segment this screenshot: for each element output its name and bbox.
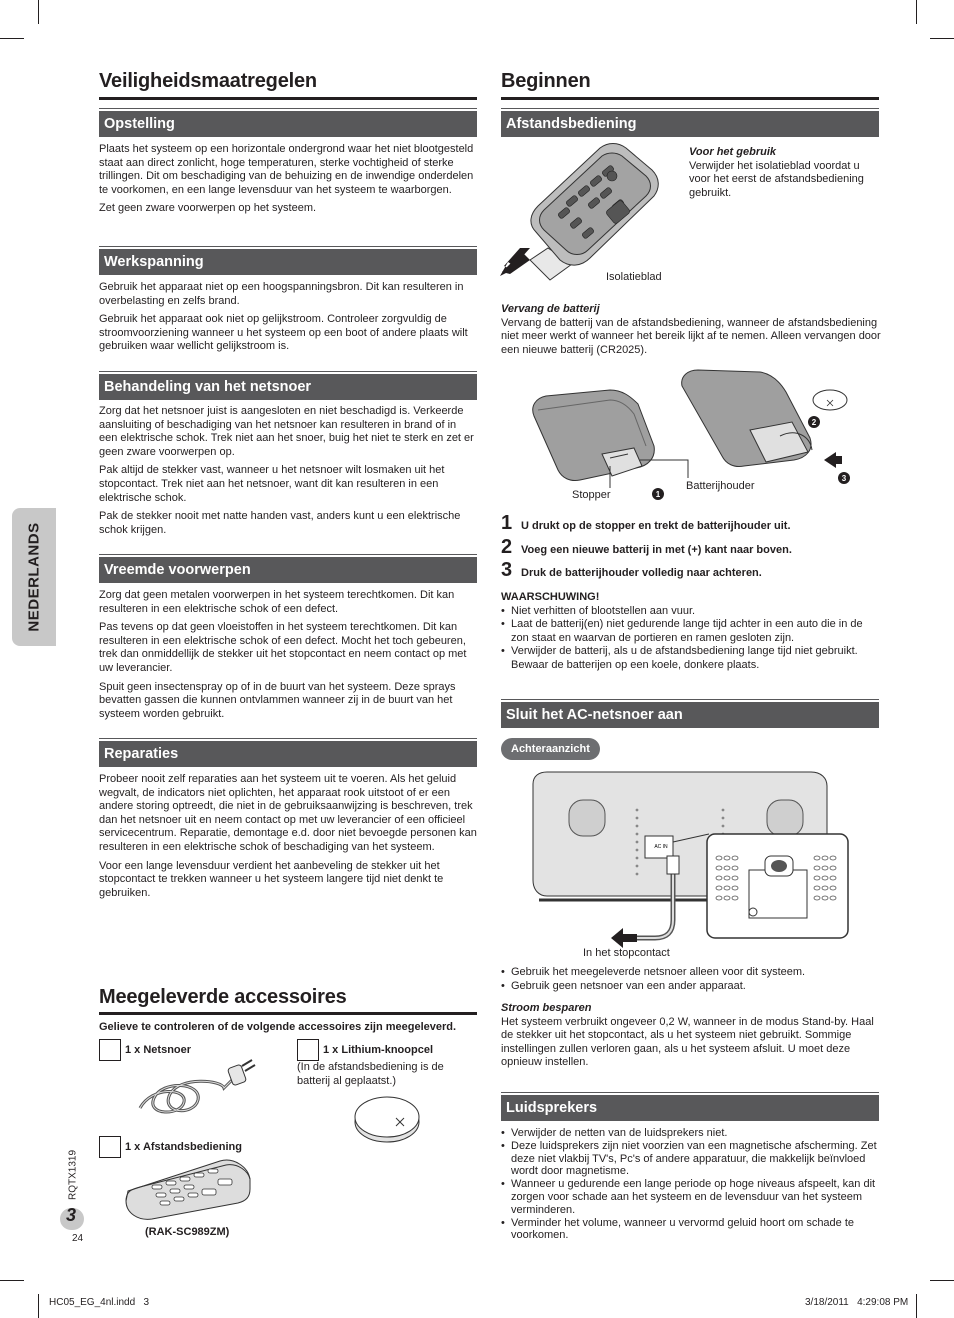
warning-title: WAARSCHUWING! (501, 591, 600, 603)
accessories-title: Meegeleverde accessoires (99, 986, 347, 1008)
checkbox[interactable] (99, 1136, 121, 1158)
print-date: 3/18/2011 4:29:08 PM (805, 1297, 909, 1308)
section-heading: Afstandsbediening (501, 111, 879, 137)
section-heading: Opstelling (99, 111, 477, 137)
accessory-label: 1 x Lithium-knoopcel (323, 1044, 434, 1056)
language-label: NEDERLANDS (25, 522, 43, 632)
outlet-label: In het stopcontact (583, 947, 670, 959)
section-body (99, 589, 477, 726)
paragraph: Voor een lange levensduur verdient het aanbeveling de stekker uit het stopcontact te trekken wanneer u het systeem langere tijd niet denkt te gebruiken. (99, 859, 444, 899)
before-use-block (689, 146, 869, 200)
step-3 (501, 559, 762, 582)
doc-code: RQTX1319 (67, 1149, 79, 1201)
section-heading: Reparaties (99, 741, 477, 767)
section-heading: Sluit het AC-netsnoer aan (501, 702, 879, 728)
accessory-item (99, 1136, 242, 1158)
right-title: Beginnen (501, 70, 591, 92)
before-use-title: Voor het gebruik (689, 146, 776, 158)
warning-block (501, 591, 883, 673)
rear-view-pill: Achteraanzicht (501, 738, 600, 760)
paragraph: Gebruik het apparaat ook niet op gelijkstroom. Controleer zorgvuldig de stroomvoorziening wanneer u het systeem op een boot of andere plaats wilt gebruiken waar wellicht gelijkstroom is. (99, 313, 468, 353)
page-number: 3 (66, 1205, 77, 1225)
ac-notes (501, 966, 883, 993)
list-item: • Deze luidsprekers zijn niet voorzien van een magnetische afscherming. Zet deze niet vlakbij TV's, Pc's of andere apparatuur, die makkelijk beïnvloed wordt door magnetisme. (501, 1140, 883, 1178)
list-item: • Verwijder de batterij, als u de afstandsbediening lange tijd niet gebruikt. Bewaar de batterijen op een koele, donkere plaats. (501, 645, 883, 672)
paragraph: Pak altijd de stekker vast, wanneer u het netsnoer wilt losmaken uit het stopcontact. Trek niet aan het netsnoer, want dit kan resulteren in een elektrische schok. (99, 464, 445, 504)
step-text: Voeg een nieuwe batterij in met (+) kant naar boven. (521, 544, 792, 556)
section-heading: Werkspanning (99, 249, 477, 275)
list-item: • Gebruik het meegeleverde netsnoer alleen voor dit systeem. (501, 966, 883, 980)
list-item: • Niet verhitten of blootstellen aan vuur. (501, 605, 883, 619)
crop-mark (930, 38, 954, 39)
step-text: U drukt op de stopper en trekt de batterijhouder uit. (521, 520, 791, 532)
accessory-item (297, 1039, 433, 1061)
section-heading: Vreemde voorwerpen (99, 557, 477, 583)
step-1 (501, 512, 791, 535)
title-rule (501, 97, 879, 100)
step-number: 1 (501, 512, 513, 534)
accessory-note: (In de afstandsbediening is de batterij al geplaatst.) (297, 1061, 444, 1087)
stopper-label: Stopper (572, 489, 611, 501)
section-heading: Behandeling van het netsnoer (99, 374, 477, 400)
power-save-title: Stroom besparen (501, 1002, 592, 1014)
holder-label: Batterijhouder (686, 480, 755, 492)
crop-mark (38, 0, 39, 24)
list-item: • Gebruik geen netsnoer van een ander apparaat. (501, 980, 883, 994)
section-heading: Luidsprekers (501, 1095, 879, 1121)
power-cord-illustration (132, 1058, 262, 1120)
remote-illustration (122, 1157, 254, 1221)
crop-mark (916, 0, 917, 24)
crop-mark (0, 38, 24, 39)
checkbox[interactable] (99, 1039, 121, 1061)
warning-list (501, 605, 883, 673)
title-rule (99, 1012, 477, 1015)
coin-cell-illustration (352, 1092, 422, 1144)
before-use-text: Verwijder het isolatieblad voordat u voor het eerst de afstandsbediening gebruikt. (689, 159, 864, 199)
accessory-label: 1 x Netsnoer (125, 1044, 192, 1056)
doc-code-wrap (66, 1148, 80, 1202)
paragraph: Pas tevens op dat geen vloeistoffen in het systeem terechtkomen. Dit kan resulteren in een elektrische schok of een defect. Mocht het toch gebeuren, trek dan onmiddellijk de stekker uit het stopcontact en neem contact op met uw leverancier. (99, 621, 467, 674)
svg-text:1: 1 (655, 490, 661, 499)
replace-title: Vervang de batterij (501, 303, 600, 315)
file-name: HC05_EG_4nl.indd 3 (49, 1297, 150, 1308)
speaker-notes (501, 1127, 883, 1242)
list-item: • Wanneer u gedurende een lange periode op hoge niveaus afspeelt, kan dit zorgen voor schade aan het systeem en de levensduur van het systeem verminderen. (501, 1178, 883, 1216)
paragraph: Zorg dat het netsnoer juist is aangesloten en niet beschadigd is. Verkeerde aansluiting of beschadiging van het netsnoer kan resulteren in brand of in een elektrische schok. Trek niet aan het snoer, buig het niet te sterk en zet er geen zware voorwerpen op. (99, 405, 474, 458)
crop-mark (930, 1280, 954, 1281)
crop-mark (916, 1294, 917, 1318)
paragraph: Pak de stekker nooit met natte handen vast, anders kunt u een elektrische schok krijgen. (99, 510, 461, 536)
step-number: 2 (501, 536, 513, 558)
ac-in-label: AC IN (654, 844, 668, 850)
rear-view-illustration (533, 770, 851, 942)
list-item: • Verminder het volume, wanneer u vervormd geluid hoort om schade te voorkomen. (501, 1217, 883, 1243)
isolation-label: Isolatieblad (606, 271, 662, 283)
power-save-text: Het systeem verbruikt ongeveer 0,2 W, wanneer in de modus Stand-by. Haal de stekker uit het stopcontact, als u het systeem niet gebruikt. Sommige instellingen zullen verloren gaan, als u het systeem afsluit. U moet deze opnieuw instellen. (501, 1015, 874, 1069)
accessory-label: 1 x Afstandsbediening (125, 1141, 242, 1153)
step-2 (501, 536, 792, 559)
paragraph: Zorg dat geen metalen voorwerpen in het systeem terechtkomen. Dit kan resulteren in een elektrische schok of een defect. (99, 589, 455, 615)
step-text: Druk de batterijhouder volledig naar achteren. (521, 567, 762, 579)
crop-mark (38, 1294, 39, 1318)
remote-isolation-illustration (500, 140, 670, 285)
language-tab (12, 508, 56, 646)
crop-mark (0, 1280, 24, 1281)
accessories-intro: Gelieve te controleren of de volgende accessoires zijn meegeleverd. (99, 1021, 457, 1033)
left-title: Veiligheidsmaatregelen (99, 70, 317, 92)
svg-text:3: 3 (841, 474, 847, 483)
section-body (99, 143, 477, 221)
speaker-bullet-list (501, 1127, 883, 1242)
section-body (99, 405, 477, 542)
title-rule (99, 97, 477, 100)
section-body (99, 281, 477, 359)
paragraph: Zet geen zware voorwerpen op het systeem. (99, 202, 317, 215)
paragraph: Probeer nooit zelf reparaties aan het systeem uit te voeren. Als het geluid wegvalt, de indicators niet oplichten, het apparaat rook uitstoot of er een andere storing optreedt, die niet in de gebruiksaanwijzing is beschreven, trek dan het netsnoer uit en neem contact op met uw leverancier of een officieel servicecentrum. Reparatie, demontage e.d. door niet bevoegde personen kan resulteren in een elektrische schok of beschadiging van het systeem. (99, 773, 477, 853)
page-number-small: 24 (72, 1233, 84, 1244)
step-number: 3 (501, 559, 513, 581)
section-body (99, 773, 477, 905)
svg-text:2: 2 (811, 418, 817, 427)
remote-model: (RAK-SC989ZM) (145, 1226, 230, 1238)
paragraph: Plaats het systeem op een horizontale ondergrond waar het niet blootgesteld staat aan direct zonlicht, hoge temperaturen, sterke vochtigheid of sterke trillingen. Dit om beschadiging van de behuizing en de inwendige onderdelen te voorkomen, en een lange levensduur van het systeem te waarborgen. (99, 143, 474, 196)
list-item: • Verwijder de netten van de luidsprekers niet. (501, 1127, 883, 1140)
list-item: • Laat de batterij(en) niet gedurende lange tijd achter in een auto die in de zon staat en waarvan de portieren en ramen gesloten zijn. (501, 618, 883, 645)
replace-battery-block (501, 303, 881, 357)
paragraph: Gebruik het apparaat niet op een hoogspanningsbron. Dit kan resulteren in overbelasting en zelfs brand. (99, 281, 464, 307)
paragraph: Spuit geen insectenspray op of in de buurt van het systeem. Deze sprays bevatten gassen die kunnen ontvlammen wanneer zij in de buurt van het systeem worden gebruikt. (99, 680, 456, 720)
checkbox[interactable] (297, 1039, 319, 1061)
power-save-block (501, 1002, 883, 1070)
ac-bullet-list (501, 966, 883, 993)
replace-text: Vervang de batterij van de afstandsbediening, wanneer de afstandsbediening niet meer werkt of wanneer het bereik lijkt af te nemen. Alleen vervangen door een nieuwe batterij (CR2025). (501, 316, 881, 356)
